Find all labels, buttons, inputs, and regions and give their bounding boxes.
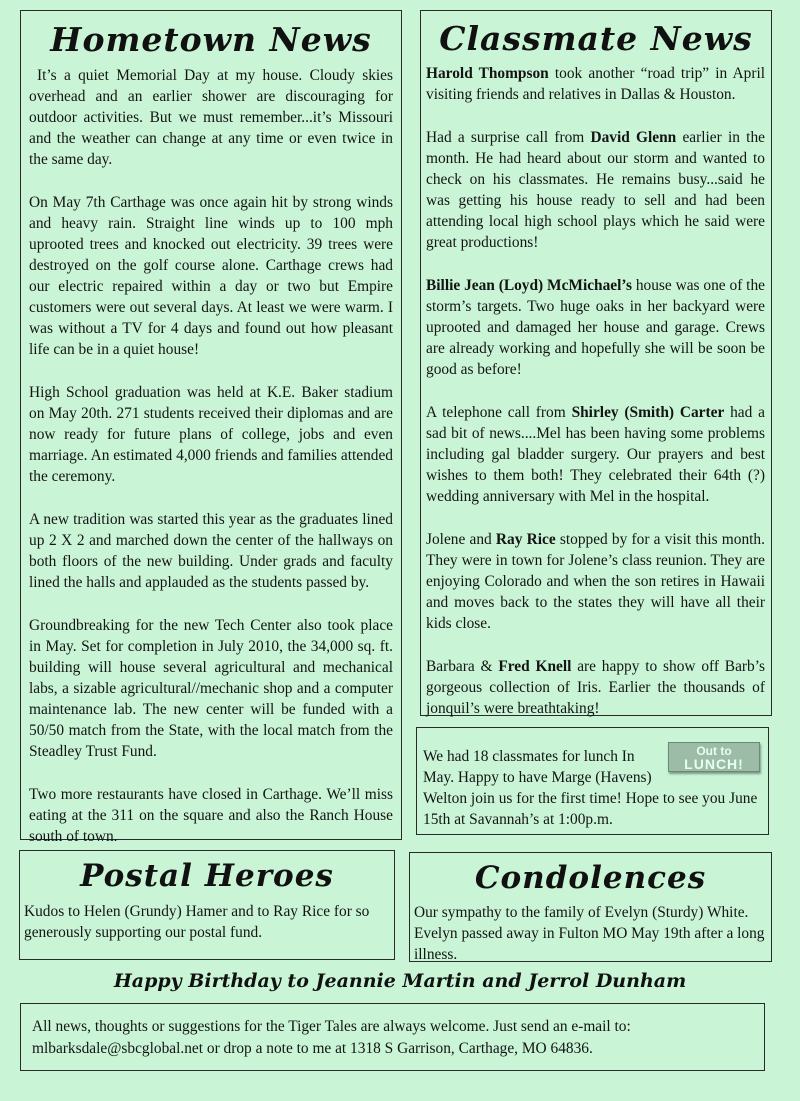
badge-line-1: Out to bbox=[696, 744, 732, 758]
footer-line-1: All news, thoughts or suggestions for the Tiger Tales are always welcome. Just send an e-mail to: bbox=[32, 1018, 631, 1035]
classmate-news-title: Classmate News bbox=[439, 19, 753, 58]
lunch-body bbox=[423, 746, 762, 830]
paragraph: On May 7th Carthage was once again hit by strong winds and heavy rain. Straight line winds up to 100 mph uprooted trees and knocked out electricity. 39 trees were destroyed on the golf course alone. Carthage crews had our electric repaired within a day or two but Empire customers were out several days. At least we were warm. I was without a TV for 4 days and found out how pleasant life can be in a quiet house! bbox=[29, 194, 393, 358]
paragraph: A new tradition was started this year as the graduates lined up 2 X 2 and marched down the center of the hallways on both floors of the new building. Under grads and faculty lined the halls and applauded as the students passed by. bbox=[29, 511, 393, 591]
condolences-title: Condolences bbox=[474, 860, 707, 896]
postal-heroes-body: Kudos to Helen (Grundy) Hamer and to Ray Rice for so generously supporting our postal fund. bbox=[24, 903, 370, 941]
hometown-news-section bbox=[20, 10, 402, 845]
classmate-text: house was one of the storm’s targets. Two huge oaks in her backyard were uprooted and damaged her house and garage. Crews are already working and hopefully she will be soon be good as before! bbox=[426, 277, 765, 378]
classmate-name: David Glenn bbox=[590, 129, 677, 146]
badge-line-2: LUNCH! bbox=[684, 756, 744, 772]
paragraph: Two more restaurants have closed in Carthage. We’ll miss eating at the 311 on the square and also the Ranch House south of town. bbox=[29, 786, 393, 845]
footer-section bbox=[20, 1003, 765, 1071]
lunch-section bbox=[416, 727, 769, 835]
footer-line-2: mlbarksdale@sbcglobal.net or drop a note to me at 1318 S Garrison, Carthage, MO 64836. bbox=[32, 1040, 593, 1057]
classmate-news-section bbox=[420, 10, 772, 716]
condolences-body: Our sympathy to the family of Evelyn (Sturdy) White. Evelyn passed away in Fulton MO May 19th after a long illness. bbox=[414, 904, 765, 963]
classmate-text: are happy to show off Barb’s gorgeous collection of Iris. Earlier the thousands of jonquil’s were breathtaking! bbox=[426, 658, 765, 717]
classmate-item bbox=[426, 529, 765, 634]
postal-heroes-section bbox=[19, 850, 395, 960]
paragraph: Groundbreaking for the new Tech Center also took place in May. Set for completion in July 2010, the 34,000 sq. ft. building will house several agricultural and mechanical labs, a sizable agricultural//mechanic shop and a computer maintenance lab. The new center will be funded with a 50/50 match from the State, with the local match from the Steadley Trust Fund. bbox=[29, 617, 393, 760]
classmate-item bbox=[426, 63, 765, 105]
hometown-news-body bbox=[29, 65, 393, 847]
classmate-name: Ray Rice bbox=[495, 531, 556, 548]
classmate-name: Billie Jean (Loyd) McMichael’s bbox=[426, 277, 632, 294]
classmate-text-pre: Barbara & bbox=[426, 658, 499, 675]
classmate-item bbox=[426, 275, 765, 380]
classmate-item bbox=[426, 402, 765, 507]
paragraph: It’s a quiet Memorial Day at my house. Cloudy skies overhead and an earlier shower are discouraging for outdoor activities. But we must remember...it’s Missouri and the weather can change at any time or even twice in the same day. bbox=[29, 67, 393, 168]
paragraph: High School graduation was held at K.E. Baker stadium on May 20th. 271 students received their diplomas and are now ready for future plans of college, jobs and even marriage. An estimated 4,000 friends and families attended the ceremony. bbox=[29, 384, 393, 485]
hometown-news-title: Hometown News bbox=[50, 20, 372, 59]
classmate-name: Harold Thompson bbox=[426, 65, 549, 82]
condolences-section bbox=[409, 852, 772, 962]
classmate-text: stopped by for a visit this month. They were in town for Jolene’s class reunion. They are enjoying Colorado and when the son retires in Hawaii and moves back to the states they will have all their kids close. bbox=[426, 531, 765, 632]
classmate-text: had a sad bit of news....Mel has been having some problems including gal bladder surgery. Our prayers and best wishes to them both! They celebrated their 64th (?) wedding anniversary with Mel in the hospital. bbox=[426, 404, 765, 505]
birthday-line: Happy Birthday to Jeannie Martin and Jerrol Dunham bbox=[113, 970, 687, 992]
classmate-news-body bbox=[426, 63, 765, 719]
classmate-text-pre: Jolene and bbox=[426, 531, 496, 548]
classmate-text: took another “road trip” in April visiting friends and relatives in Dallas & Houston. bbox=[426, 65, 765, 103]
classmate-name: Fred Knell bbox=[498, 658, 572, 675]
classmate-item bbox=[426, 656, 765, 719]
classmate-name: Shirley (Smith) Carter bbox=[571, 404, 725, 421]
classmate-item bbox=[426, 127, 765, 253]
lunch-text: We had 18 classmates for lunch In May. Happy to have Marge (Havens) Welton join us for the first time! Hope to see you June 15th at Savannah’s at 1:00p.m. bbox=[423, 748, 758, 828]
classmate-text-pre: Had a surprise call from bbox=[426, 129, 591, 146]
postal-heroes-title: Postal Heroes bbox=[80, 858, 334, 894]
classmate-text-pre: A telephone call from bbox=[426, 404, 572, 421]
classmate-text: earlier in the month. He had heard about our storm and wanted to check on his classmates. He remains busy...said he was getting his house ready to sell and had been attending local high school plays which he said were great productions! bbox=[426, 129, 765, 251]
out-to-lunch-badge bbox=[668, 742, 760, 772]
